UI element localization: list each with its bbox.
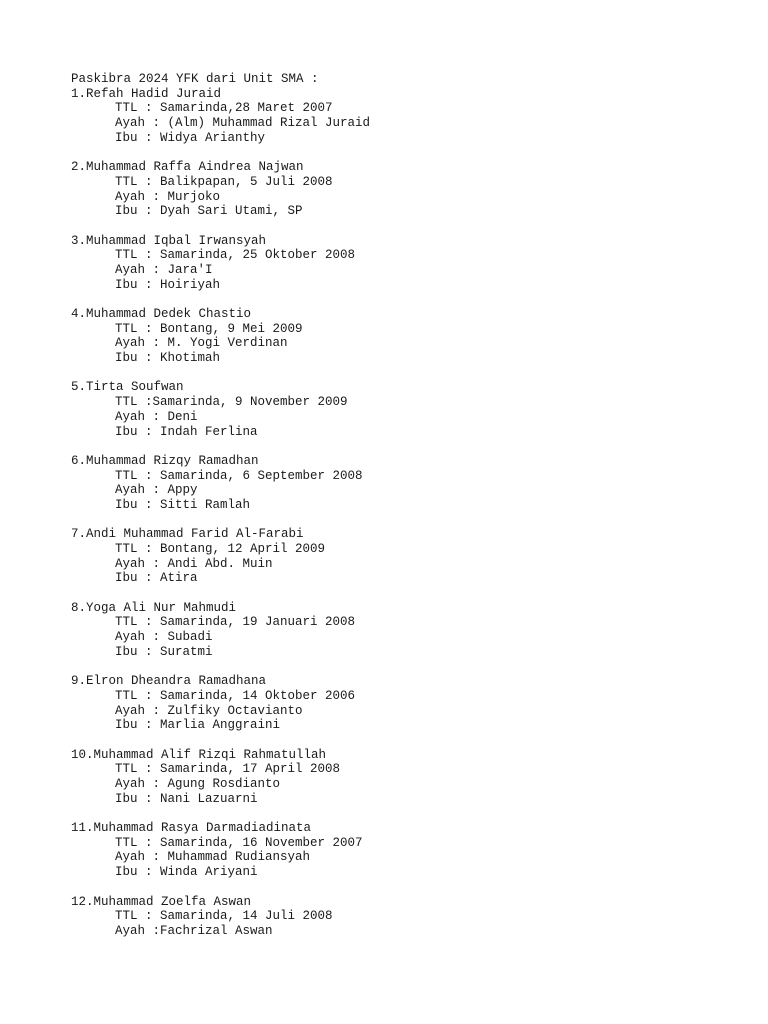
entry-name: 2.Muhammad Raffa Aindrea Najwan [71,160,304,175]
entry-ayah: Ayah : Subadi [115,630,213,645]
entry-name: 3.Muhammad Iqbal Irwansyah [71,233,267,248]
entry-name: 7.Andi Muhammad Farid Al-Farabi [71,527,304,542]
entry-ttl: TTL : Samarinda, 14 Oktober 2006 [115,688,356,703]
entry-ttl: TTL : Samarinda, 17 April 2008 [115,762,341,777]
entry-ttl: TTL : Bontang, 9 Mei 2009 [115,321,303,336]
list-item [71,748,731,807]
entry-ibu: Ibu : Winda Ariyani [115,865,258,880]
entry-name: 9.Elron Dheandra Ramadhana [71,674,267,689]
entry-ttl: TTL :Samarinda, 9 November 2009 [115,395,348,410]
entry-ayah: Ayah : Appy [115,483,198,498]
entry-ibu: Ibu : Nani Lazuarni [115,791,258,806]
entry-ayah: Ayah : M. Yogi Verdinan [115,336,288,351]
list-item [71,454,731,513]
entry-ayah: Ayah : Muhammad Rudiansyah [115,850,311,865]
entry-ayah: Ayah :Fachrizal Aswan [115,923,273,938]
entry-name: 4.Muhammad Dedek Chastio [71,307,252,321]
entry-name: 6.Muhammad Rizqy Ramadhan [71,453,259,468]
list-item [71,527,731,586]
entry-ayah: Ayah : Jara'I [115,262,213,277]
entry-ttl: TTL : Bontang, 12 April 2009 [115,542,326,556]
entry-ayah: Ayah : Zulfiky Octavianto [115,703,303,718]
list-item [71,160,731,219]
entry-name: 12.Muhammad Zoelfa Aswan [71,894,252,909]
entry-ayah: Ayah : Agung Rosdianto [115,777,281,791]
entry-ttl: TTL : Samarinda,28 Maret 2007 [115,101,333,116]
entry-ibu: Ibu : Widya Arianthy [115,130,266,145]
entry-ttl: TTL : Samarinda, 19 Januari 2008 [115,615,356,630]
entry-ibu: Ibu : Sitti Ramlah [115,497,251,512]
entry-ttl: TTL : Samarinda, 14 Juli 2008 [115,909,333,924]
entry-ttl: TTL : Balikpapan, 5 Juli 2008 [115,174,333,189]
entry-name: 5.Tirta Soufwan [71,380,184,395]
entry-ttl: TTL : Samarinda, 25 Oktober 2008 [115,248,356,263]
list-item [71,234,731,293]
entry-ayah: Ayah : Andi Abd. Muin [115,556,273,571]
list-item [71,821,731,880]
entry-ayah: Ayah : (Alm) Muhammad Rizal Juraid [115,116,371,131]
list-item [71,601,731,660]
document-page [71,72,731,953]
entry-ibu: Ibu : Dyah Sari Utami, SP [115,204,303,219]
entry-name: 11.Muhammad Rasya Darmadiadinata [71,821,312,836]
entry-ibu: Ibu : Khotimah [115,351,221,366]
entry-ibu: Ibu : Hoiriyah [115,277,221,292]
entry-ibu: Ibu : Indah Ferlina [115,424,258,439]
list-item [71,674,731,733]
entry-ttl: TTL : Samarinda, 16 November 2007 [115,835,363,850]
entry-ibu: Ibu : Suratmi [115,644,213,659]
entry-ttl: TTL : Samarinda, 6 September 2008 [115,468,363,483]
list-item [71,87,731,146]
entry-ibu: Ibu : Marlia Anggraini [115,718,281,733]
entry-name: 1.Refah Hadid Juraid [71,86,222,101]
entry-ayah: Ayah : Deni [115,409,198,424]
list-item [71,380,731,439]
list-item [71,895,731,939]
entry-name: 8.Yoga Ali Nur Mahmudi [71,600,237,615]
entry-ibu: Ibu : Atira [115,571,198,586]
entry-name: 10.Muhammad Alif Rizqi Rahmatullah [71,747,327,762]
entry-ayah: Ayah : Murjoko [115,189,221,204]
document-heading: Paskibra 2024 YFK dari Unit SMA : [71,72,319,86]
list-item [71,307,731,366]
